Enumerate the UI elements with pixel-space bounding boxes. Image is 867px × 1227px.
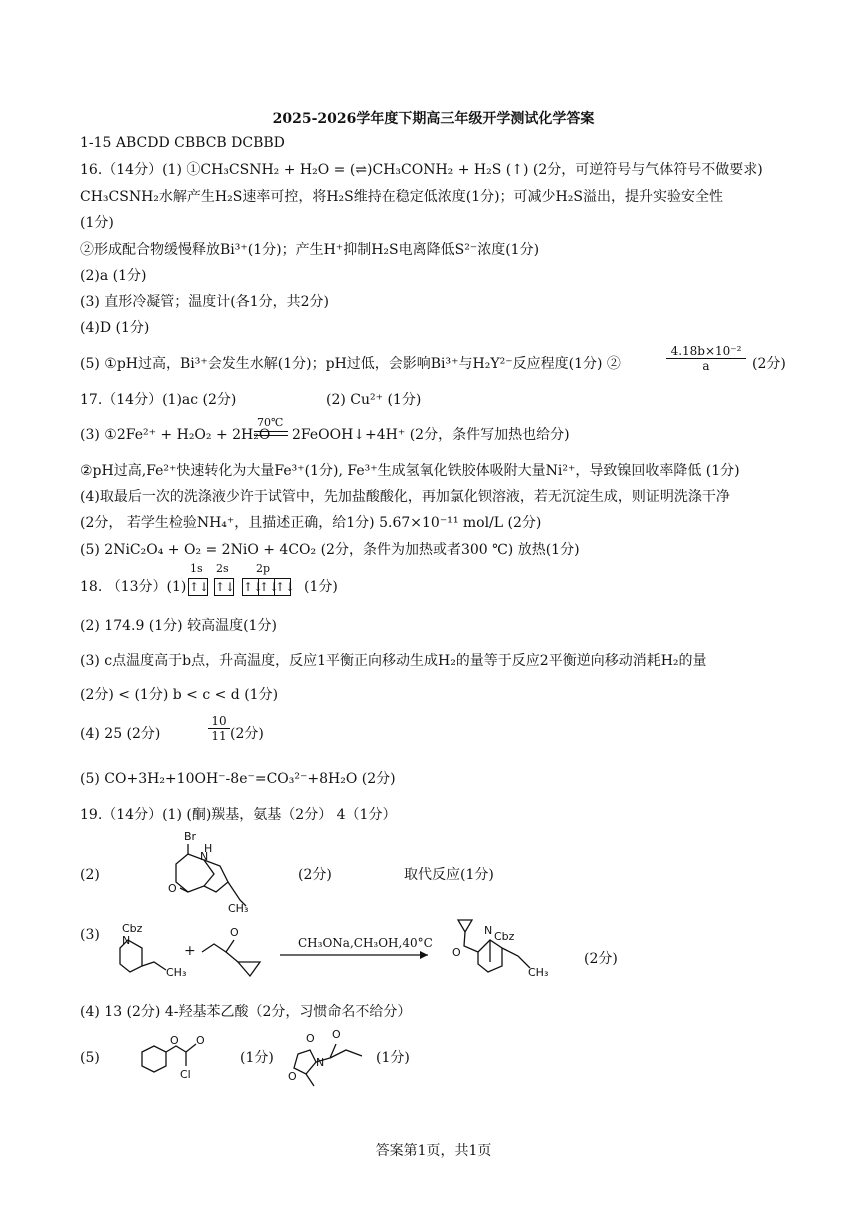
- structure-19-5-a: [128, 1030, 218, 1086]
- atom-o: O: [196, 1034, 205, 1047]
- atom-ch3: CH₃: [166, 966, 187, 979]
- answer-line-16-3: (3) 直形冷凝管；温度计(各1分，共2分): [80, 294, 330, 310]
- structure-19-2: [158, 830, 258, 914]
- atom-h: H: [204, 842, 213, 855]
- atom-o: O: [168, 882, 177, 895]
- label-cbz: Cbz: [494, 930, 515, 943]
- reaction-arrow: [278, 950, 434, 960]
- orbital-box-2p-1: ↑↓: [243, 580, 264, 594]
- structure-19-3-reactant-1: [108, 918, 188, 980]
- answer-line-17-2: (2) Cu²⁺ (1分): [326, 392, 422, 408]
- atom-o: O: [452, 946, 461, 959]
- answer-line-16-1-part2: ②形成配合物缓慢释放Bi³⁺(1分)；产生H⁺抑制H₂S电离降低S²⁻浓度(1分): [80, 242, 540, 258]
- equals-bar: [254, 431, 288, 432]
- answer-line-17-3-part2: ②pH过高,Fe²⁺快速转化为大量Fe³⁺(1分), Fe³⁺生成氢氧化铁胶体吸附大量Ni²⁺，导致镍回收率降低 (1分): [80, 463, 740, 479]
- answer-label-19-2: (2): [80, 867, 100, 883]
- orbital-box-2s: ↑↓: [215, 580, 236, 594]
- fraction-18-4: [208, 714, 230, 743]
- reaction-condition-19-3: CH₃ONa,CH₃OH,40°C: [298, 936, 433, 950]
- orbital-diagram: [186, 564, 296, 604]
- answer-label-19-3: (3): [80, 927, 100, 943]
- plus-sign: +: [184, 943, 196, 959]
- answer-score-18-4: (2分): [230, 726, 264, 742]
- answer-line-18-2: (2) 174.9 (1分) 较高温度(1分): [80, 618, 277, 634]
- answer-line-18-4: (4) 25 (2分): [80, 726, 161, 742]
- answer-label-19-5: (5): [80, 1050, 100, 1066]
- atom-o: O: [332, 1028, 341, 1041]
- answer-line-16-5: (5) ①pH过高，Bi³⁺会发生水解(1分)；pH过低，会影响Bi³⁺与H₂Y²⁻反应程度(1分) ②: [80, 356, 621, 372]
- answer-line-16-4: (4)D (1分): [80, 320, 150, 336]
- answer-line-17-4-cont: (2分， 若学生检验NH₄⁺，且描述正确，给1分) 5.67×10⁻¹¹ mol/L (2分): [80, 515, 542, 531]
- answer-line-19-1: 19.（14分）(1) (酮)羰基，氨基（2分） 4（1分）: [80, 807, 397, 823]
- atom-n: N: [484, 924, 493, 937]
- orbital-label-1s: 1s: [190, 562, 203, 575]
- answer-score-19-2: (2分): [298, 867, 332, 883]
- fraction-denominator: 11: [211, 729, 227, 743]
- atom-o: O: [306, 1032, 315, 1045]
- orbital-label-2p: 2p: [256, 562, 271, 575]
- fraction-16-5: [666, 344, 746, 373]
- label-cbz: Cbz: [122, 922, 143, 935]
- answer-line-18-5: (5) CO+3H₂+10OH⁻-8e⁻=CO₃²⁻+8H₂O (2分): [80, 771, 396, 787]
- fraction-denominator: a: [702, 359, 710, 373]
- atom-cl: Cl: [180, 1068, 191, 1081]
- atom-n: N: [200, 850, 209, 863]
- answer-line-19-4: (4) 13 (2分) 4-羟基苯乙酸（2分，习惯命名不给分）: [80, 1004, 412, 1020]
- answer-score-18-1: (1分): [304, 579, 338, 595]
- answer-line-18-3-cont: (2分) < (1分) b < c < d (1分): [80, 687, 279, 703]
- answer-score-19-3: (2分): [584, 951, 618, 967]
- orbital-box-2p-2: ↑↓: [259, 580, 280, 594]
- answer-line-17-1: 17.（14分）(1)ac (2分): [80, 392, 237, 408]
- atom-o: O: [230, 926, 239, 939]
- fraction-numerator: 4.18b×10⁻²: [666, 344, 746, 359]
- orbital-box-2p-3: ↑↓: [275, 580, 296, 594]
- answer-line-16-2: (2)a (1分): [80, 268, 147, 284]
- answer-score-19-5-b: (1分): [376, 1050, 410, 1066]
- answer-line-17-5: (5) 2NiC₂O₄ + O₂ = 2NiO + 4CO₂ (2分，条件为加热或者300 ℃) 放热(1分): [80, 542, 580, 558]
- atom-o: O: [170, 1034, 179, 1047]
- answer-line-17-4: (4)取最后一次的洗涤液少许于试管中，先加盐酸酸化，再加氯化钡溶液，若无沉淀生成，则证明洗涤干净: [80, 489, 730, 505]
- structure-19-3-product: [438, 912, 550, 982]
- page-footer: 答案第1页，共1页: [375, 1143, 492, 1159]
- atom-ch3: CH₃: [228, 902, 249, 914]
- answer-line-16-1-reason: CH₃CSNH₂水解产生H₂S速率可控，将H₂S维持在稳定低浓度(1分)；可减少H₂S溢出，提升实验安全性: [80, 189, 723, 205]
- page-title: 2025-2026学年度下期高三年级开学测试化学答案: [272, 111, 595, 127]
- atom-o: O: [288, 1070, 297, 1083]
- answer-line-18-1: 18. （13分）(1): [80, 579, 187, 595]
- structure-19-3-reactant-2: [198, 922, 270, 978]
- answer-score-16-5: (2分): [752, 356, 786, 372]
- atom-br: Br: [184, 830, 197, 843]
- fraction-numerator: 10: [208, 714, 230, 729]
- answer-reaction-type: 取代反应(1分): [404, 867, 494, 883]
- structure-19-5-b: [284, 1024, 376, 1094]
- equals-bar-lower: [254, 435, 288, 436]
- atom-n: N: [122, 934, 131, 947]
- answer-line-16-1-score: (1分): [80, 215, 114, 231]
- atom-ch3: CH₃: [528, 966, 549, 979]
- answer-line-18-3: (3) c点温度高于b点，升高温度，反应1平衡正向移动生成H₂的量等于反应2平衡逆向移动消耗H₂的量: [80, 653, 707, 669]
- answer-score-19-5-a: (1分): [240, 1050, 274, 1066]
- orbital-label-2s: 2s: [216, 562, 229, 575]
- orbital-box-1s: ↑↓: [189, 580, 210, 594]
- answer-line-17-3-left: (3) ①2Fe²⁺ + H₂O₂ + 2H₂O: [80, 427, 271, 443]
- answer-line-17-3-right: 2FeOOH↓+4H⁺ (2分，条件写加热也给分): [292, 427, 570, 443]
- reaction-condition: 70℃: [257, 416, 284, 429]
- atom-n: N: [316, 1056, 325, 1069]
- answer-line-mcq: 1-15 ABCDD CBBCB DCBBD: [80, 135, 285, 151]
- answer-line-16-1: 16.（14分）(1) ①CH₃CSNH₂ + H₂O = (⇌)CH₃CONH₂ + H₂S (↑) (2分，可逆符号与气体符号不做要求): [80, 162, 763, 178]
